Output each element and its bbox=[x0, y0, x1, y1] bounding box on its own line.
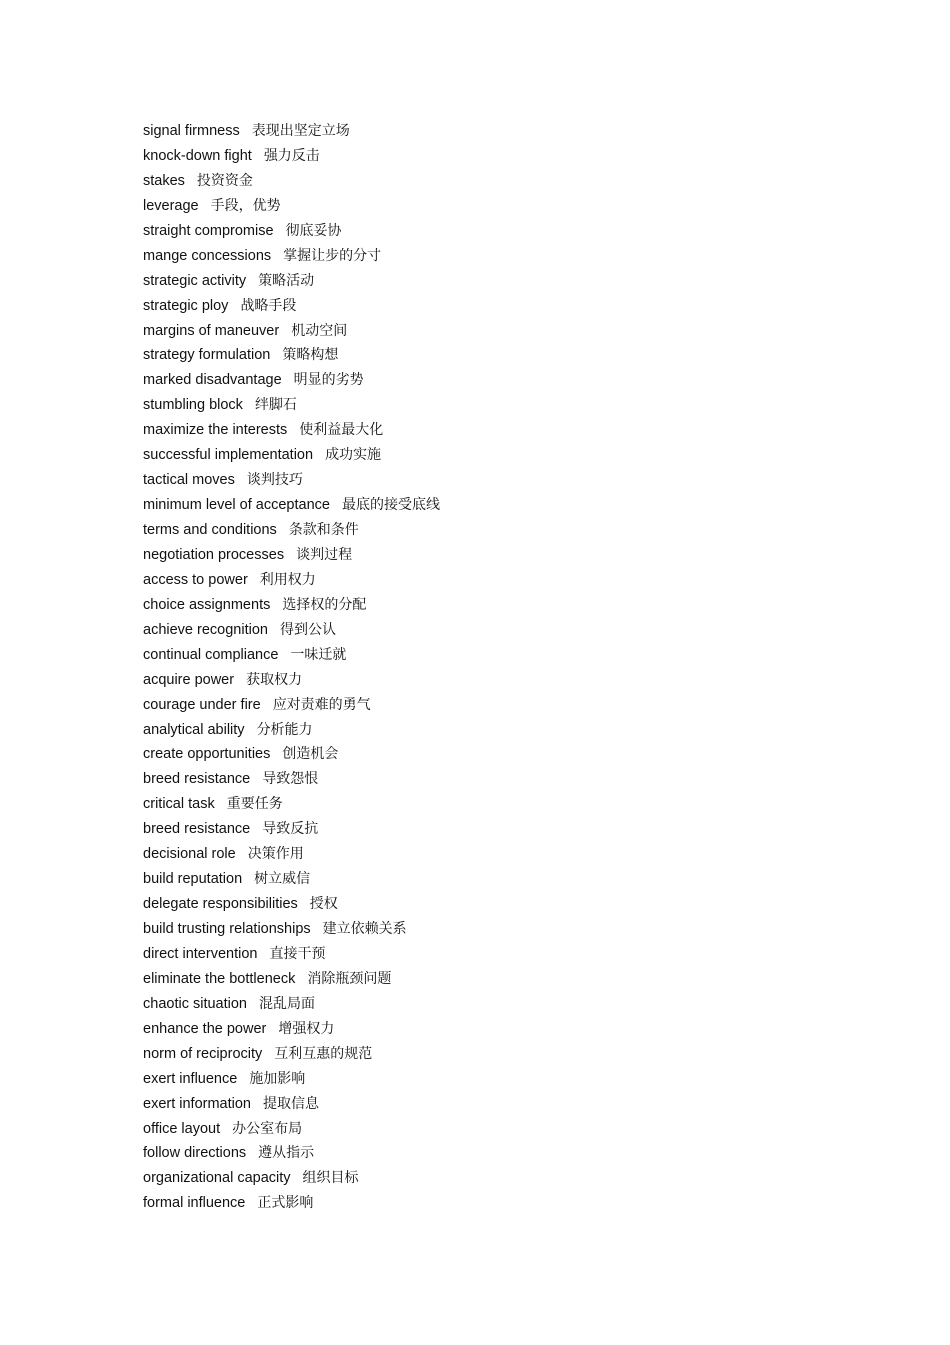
chinese-translation: 投资资金 bbox=[196, 172, 253, 189]
english-term: minimum level of acceptance bbox=[143, 497, 330, 514]
vocabulary-entry bbox=[143, 520, 440, 545]
vocabulary-entry bbox=[143, 271, 440, 296]
chinese-translation: 决策作用 bbox=[247, 846, 304, 863]
english-term: strategy formulation bbox=[143, 347, 271, 364]
vocabulary-entry bbox=[143, 695, 440, 720]
chinese-translation: 互利互惠的规范 bbox=[274, 1045, 373, 1062]
english-term: strategic ploy bbox=[143, 297, 229, 314]
english-term: build reputation bbox=[143, 871, 243, 888]
english-term: courage under fire bbox=[143, 696, 261, 713]
vocabulary-entry bbox=[143, 495, 440, 520]
english-term: follow directions bbox=[143, 1145, 247, 1162]
english-term: formal influence bbox=[143, 1195, 246, 1212]
vocabulary-entry bbox=[143, 1119, 440, 1144]
english-term: direct intervention bbox=[143, 945, 258, 962]
english-term: straight compromise bbox=[143, 222, 274, 239]
chinese-translation: 成功实施 bbox=[325, 447, 382, 464]
vocabulary-entry bbox=[143, 221, 440, 246]
chinese-translation: 树立威信 bbox=[254, 871, 311, 888]
vocabulary-entry bbox=[143, 545, 440, 570]
vocabulary-entry bbox=[143, 420, 440, 445]
english-term: knock-down fight bbox=[143, 147, 252, 164]
vocabulary-entry bbox=[143, 370, 440, 395]
chinese-translation: 使利益最大化 bbox=[299, 422, 384, 439]
chinese-translation: 遵从指示 bbox=[258, 1145, 315, 1162]
english-term: chaotic situation bbox=[143, 995, 247, 1012]
vocabulary-entry bbox=[143, 296, 440, 321]
chinese-translation: 表现出坚定立场 bbox=[251, 123, 350, 139]
chinese-translation: 授权 bbox=[309, 896, 338, 913]
chinese-translation: 消除瓶颈问题 bbox=[307, 970, 392, 987]
english-term: negotiation processes bbox=[143, 546, 285, 563]
chinese-translation: 策略活动 bbox=[258, 272, 315, 289]
chinese-translation: 建立依赖关系 bbox=[322, 921, 407, 937]
english-term: exert information bbox=[143, 1095, 251, 1112]
vocabulary-entry bbox=[143, 620, 440, 645]
chinese-translation: 导致反抗 bbox=[262, 821, 319, 838]
vocabulary-entry bbox=[143, 595, 440, 620]
english-term: office layout bbox=[143, 1120, 221, 1137]
chinese-translation: 导致怨恨 bbox=[262, 771, 319, 788]
chinese-translation: 重要任务 bbox=[226, 796, 283, 813]
chinese-translation: 创造机会 bbox=[282, 746, 339, 763]
vocabulary-entry bbox=[143, 570, 440, 595]
vocabulary-entry bbox=[143, 720, 440, 745]
english-term: stakes bbox=[143, 172, 185, 189]
vocabulary-entry bbox=[143, 1193, 440, 1218]
chinese-translation: 手段，优势 bbox=[210, 197, 281, 214]
vocabulary-entry bbox=[143, 395, 440, 420]
english-term: analytical ability bbox=[143, 721, 245, 738]
chinese-translation: 办公室布局 bbox=[232, 1120, 303, 1137]
english-term: organizational capacity bbox=[143, 1170, 291, 1187]
chinese-translation: 分析能力 bbox=[256, 721, 313, 738]
english-term: achieve recognition bbox=[143, 621, 268, 638]
english-term: margins of maneuver bbox=[143, 322, 280, 339]
english-term: enhance the power bbox=[143, 1020, 267, 1037]
chinese-translation: 掌握让步的分寸 bbox=[283, 247, 382, 264]
chinese-translation: 彻底妥协 bbox=[285, 222, 342, 239]
chinese-translation: 谈判技巧 bbox=[246, 472, 303, 489]
vocabulary-entry bbox=[143, 1069, 440, 1094]
english-term: successful implementation bbox=[143, 447, 314, 464]
english-term: stumbling block bbox=[143, 397, 243, 414]
vocabulary-entry bbox=[143, 869, 440, 894]
chinese-translation: 混乱局面 bbox=[258, 995, 315, 1012]
vocabulary-entry bbox=[143, 744, 440, 769]
vocabulary-entry bbox=[143, 1094, 440, 1119]
vocabulary-entry bbox=[143, 969, 440, 994]
chinese-translation: 强力反击 bbox=[263, 147, 320, 164]
english-term: create opportunities bbox=[143, 746, 271, 763]
chinese-translation: 选择权的分配 bbox=[282, 596, 367, 613]
english-term: critical task bbox=[143, 796, 215, 813]
vocabulary-entry bbox=[143, 819, 440, 844]
chinese-translation: 得到公认 bbox=[279, 621, 336, 638]
chinese-translation: 应对责难的勇气 bbox=[272, 696, 371, 713]
vocabulary-entry bbox=[143, 246, 440, 271]
english-term: terms and conditions bbox=[143, 522, 277, 538]
vocabulary-list bbox=[143, 121, 440, 1218]
chinese-translation: 获取权力 bbox=[246, 671, 303, 688]
chinese-translation: 利用权力 bbox=[259, 571, 316, 588]
english-term: breed resistance bbox=[143, 821, 251, 838]
vocabulary-entry bbox=[143, 121, 440, 146]
chinese-translation: 一味迁就 bbox=[290, 646, 347, 663]
vocabulary-entry bbox=[143, 769, 440, 794]
vocabulary-entry bbox=[143, 470, 440, 495]
vocabulary-entry bbox=[143, 445, 440, 470]
english-term: tactical moves bbox=[143, 472, 235, 489]
english-term: breed resistance bbox=[143, 771, 251, 788]
chinese-translation: 条款和条件 bbox=[288, 522, 359, 538]
vocabulary-entry bbox=[143, 1168, 440, 1193]
english-term: build trusting relationships bbox=[143, 921, 311, 937]
vocabulary-entry bbox=[143, 944, 440, 969]
english-term: signal firmness bbox=[143, 123, 240, 139]
chinese-translation: 战略手段 bbox=[240, 297, 297, 314]
chinese-translation: 绊脚石 bbox=[254, 397, 297, 414]
chinese-translation: 直接干预 bbox=[269, 945, 326, 962]
english-term: access to power bbox=[143, 571, 248, 588]
english-term: maximize the interests bbox=[143, 422, 288, 439]
chinese-translation: 组织目标 bbox=[302, 1170, 359, 1187]
vocabulary-entry bbox=[143, 345, 440, 370]
vocabulary-entry bbox=[143, 1143, 440, 1168]
english-term: continual compliance bbox=[143, 646, 279, 663]
chinese-translation: 提取信息 bbox=[263, 1095, 319, 1112]
vocabulary-entry bbox=[143, 844, 440, 869]
chinese-translation: 最底的接受底线 bbox=[341, 497, 440, 514]
english-term: strategic activity bbox=[143, 272, 247, 289]
vocabulary-entry bbox=[143, 894, 440, 919]
vocabulary-entry bbox=[143, 994, 440, 1019]
chinese-translation: 增强权力 bbox=[278, 1020, 335, 1037]
english-term: delegate responsibilities bbox=[143, 896, 298, 913]
chinese-translation: 施加影响 bbox=[249, 1070, 306, 1087]
vocabulary-entry bbox=[143, 321, 440, 346]
english-term: mange concessions bbox=[143, 247, 272, 264]
chinese-translation: 正式影响 bbox=[257, 1195, 314, 1212]
english-term: acquire power bbox=[143, 671, 235, 688]
english-term: choice assignments bbox=[143, 596, 271, 613]
english-term: decisional role bbox=[143, 846, 236, 863]
vocabulary-entry bbox=[143, 794, 440, 819]
vocabulary-entry bbox=[143, 670, 440, 695]
chinese-translation: 机动空间 bbox=[291, 322, 348, 339]
english-term: marked disadvantage bbox=[143, 372, 282, 389]
vocabulary-entry bbox=[143, 196, 440, 221]
chinese-translation: 明显的劣势 bbox=[293, 372, 364, 389]
english-term: leverage bbox=[143, 197, 199, 214]
vocabulary-entry bbox=[143, 171, 440, 196]
english-term: exert influence bbox=[143, 1070, 238, 1087]
chinese-translation: 策略构想 bbox=[282, 347, 339, 364]
english-term: norm of reciprocity bbox=[143, 1045, 263, 1062]
vocabulary-entry bbox=[143, 645, 440, 670]
chinese-translation: 谈判过程 bbox=[296, 546, 353, 563]
vocabulary-entry bbox=[143, 919, 440, 944]
vocabulary-entry bbox=[143, 146, 440, 171]
vocabulary-entry bbox=[143, 1044, 440, 1069]
english-term: eliminate the bottleneck bbox=[143, 970, 296, 987]
vocabulary-entry bbox=[143, 1019, 440, 1044]
